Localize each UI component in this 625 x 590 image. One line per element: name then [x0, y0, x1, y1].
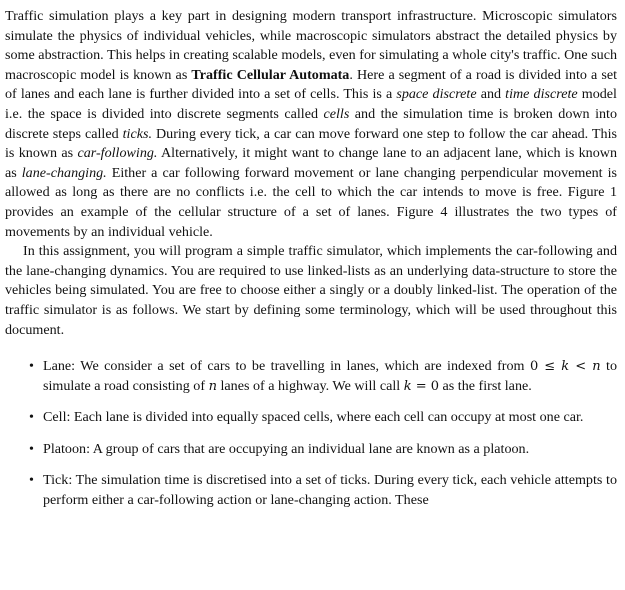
italic-term-ticks: ticks. [122, 125, 152, 142]
italic-term-lane-changing: lane-changing. [21, 164, 107, 181]
text-run: and [476, 86, 506, 103]
bullet-icon: • [29, 358, 34, 375]
math-zero: 0 [529, 359, 539, 375]
list-item-text: Cell: Each lane is divided into equally spaced cells, where each cell can occupy at most one car. [43, 409, 584, 426]
text-run: Either a car following forward movement or lane changing perpendicular movement is allowed as long as there are no conflicts i.e. the cell to which the car intends to move is free. Figure 1 provides an example of the cellular structure of a set of lanes. Figure 4 illustrates the two types of movements by an individual vehicle. [5, 164, 617, 240]
bullet-icon: • [29, 440, 34, 457]
math-k: k [403, 378, 412, 394]
list-item-tick [5, 471, 617, 510]
assignment-paragraph: In this assignment, you will program a simple traffic simulator, which implements the car-following and the lane-changing dynamics. You are required to use linked-lists as an underlying data-structure to store the vehicles being simulated. You are free to choose either a singly or a doubly linked-list. The operation of the traffic simulator is as follows. We start by defining some terminology, which will be used throughout this document. [5, 243, 617, 338]
text-run: Alternatively, it might want to change lane to an adjacent lane, which is known as [5, 145, 617, 181]
math-n: n [208, 378, 217, 394]
list-item-cell [5, 408, 617, 428]
text-run: as the first lane. [439, 377, 532, 394]
italic-term-car-following: car-following. [77, 145, 158, 162]
italic-term-time-discrete: time discrete [505, 86, 578, 103]
list-item-text: Tick: The simulation time is discretised into a set of ticks. During every tick, each vehicle attempts to perform either a car-following action or lane-changing action. These [43, 472, 617, 509]
bullet-icon: • [29, 409, 34, 426]
bold-term-traffic-cellular-automata: Traffic Cellular Automata [191, 66, 350, 83]
list-item-lane [5, 357, 617, 396]
text-run: Traffic simulation plays a key part in designing modern transport infrastructure. Microscopic simulators simulate the physics of individual vehicles, while macroscopic simulators abstract the detailed physics by some abstraction. This helps in creating scalable models, even for simulating a whole city's traffic. One such macroscopic model is known as [5, 8, 617, 83]
math-le: ≤ [538, 359, 562, 375]
text-run: to simulate a road consisting of [43, 358, 617, 394]
italic-term-cells: cells [323, 105, 350, 122]
intro-paragraph [5, 7, 617, 242]
terminology-list [5, 357, 617, 511]
italic-term-space-discrete: space discrete [396, 86, 477, 103]
math-lt: < [569, 359, 593, 375]
list-item-text: Platoon: A group of cars that are occupying an individual lane are known as a platoon. [43, 440, 530, 457]
math-k: k [561, 359, 570, 375]
text-run: and the simulation time is broken down into discrete steps called [5, 105, 618, 142]
math-n: n [592, 359, 601, 375]
text-run: model i.e. the space is divided into discrete segments called [5, 86, 617, 122]
text-run: Lane: We consider a set of cars to be travelling in lanes, which are indexed from [43, 358, 530, 375]
bullet-icon: • [29, 472, 34, 489]
math-eq-zero: = 0 [411, 378, 440, 394]
list-item-platoon [5, 440, 617, 460]
text-run: During every tick, a car can move forward one step to follow the car ahead. This is known as [5, 125, 617, 162]
text-run: . Here a segment of a road is divided into a set of lanes and each lane is further divided into a set of cells. This is a [5, 66, 617, 103]
text-run: lanes of a highway. We will call [216, 377, 404, 394]
